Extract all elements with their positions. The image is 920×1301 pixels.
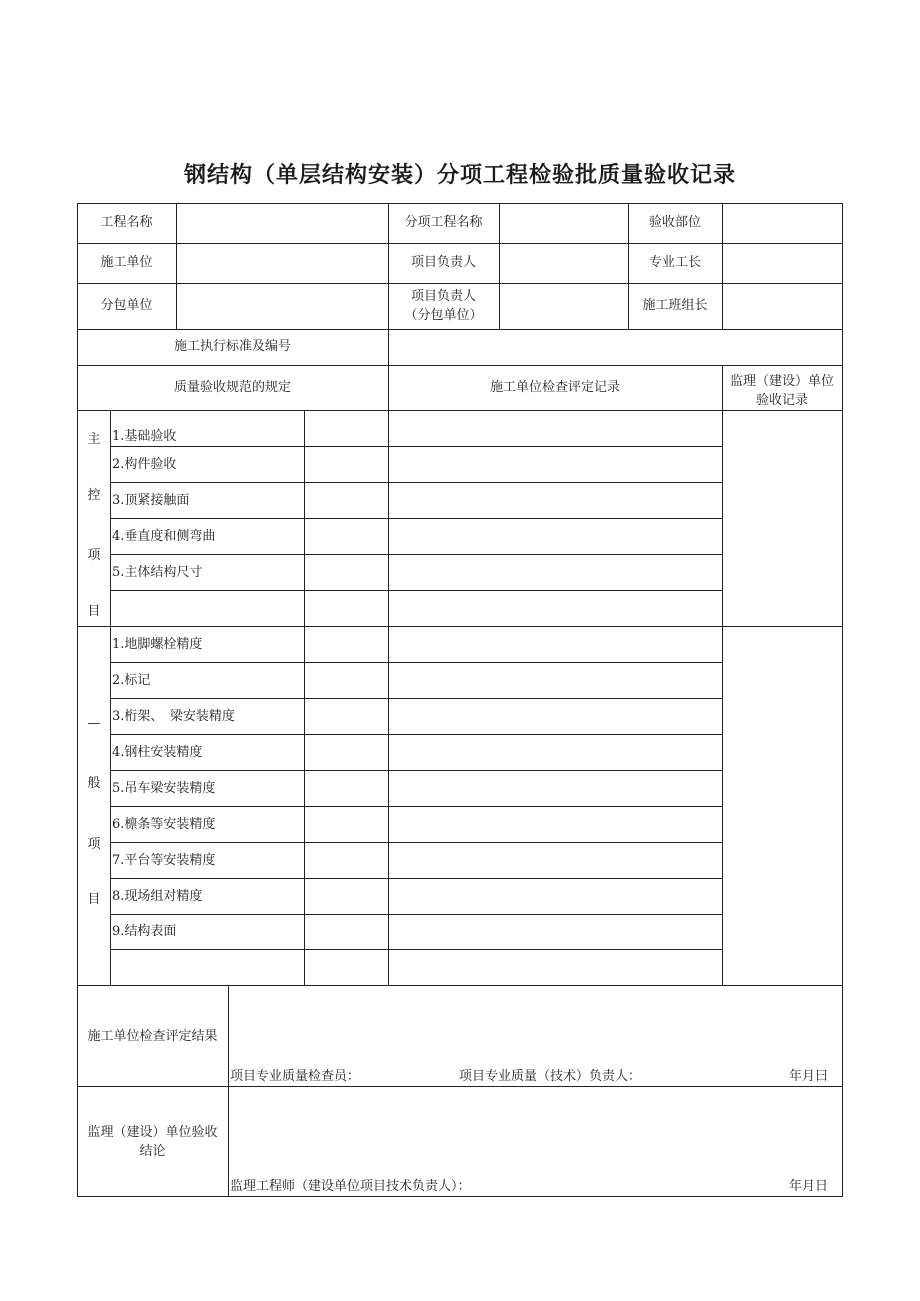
main-control-item: 2.构件验收 (112, 457, 177, 472)
general-label-char: 项 (87, 837, 101, 852)
check-record-column-label: 施工单位检查评定记录 (489, 380, 620, 395)
spec-column-label: 质量验收规范的规定 (173, 380, 291, 395)
construction-result-date: 年月曰 (789, 1069, 829, 1084)
tech-manager-label: 项目专业质量（技术）负责人： (459, 1069, 642, 1084)
project-manager-label: 项目负责人 (410, 255, 476, 270)
page-title: 钢结构（单层结构安装）分项工程检验批质量验收记录 (183, 163, 736, 188)
acceptance-part-label: 验收部位 (648, 215, 701, 230)
standard-label: 施工执行标准及编号 (173, 339, 291, 354)
construction-result-label: 施工单位检查评定结果 (87, 1029, 218, 1044)
main-control-item: 3.顶紧接触面 (112, 493, 190, 508)
sub-manager-label-line1: 项目负责人 (410, 289, 476, 304)
foreman-label: 专业工长 (648, 255, 701, 270)
construction-unit-label: 施工单位 (100, 255, 153, 270)
general-item: 9.结构表面 (112, 924, 177, 939)
supervision-column-label-line1: 监理（建设）单位 (729, 374, 834, 389)
general-item: 3.桁架、 梁安装精度 (112, 709, 235, 724)
supervision-conclusion-label-line1: 监理（建设）单位验收 (87, 1125, 218, 1140)
main-control-label-char: 主 (87, 432, 101, 447)
general-item: 7.平台等安装精度 (112, 853, 216, 868)
main-control-item: 4.垂直度和侧弯曲 (112, 529, 216, 544)
main-control-label-char: 项 (87, 548, 101, 563)
main-control-item: 5.主体结构尺寸 (112, 565, 203, 580)
main-control-label-char: 控 (87, 488, 101, 503)
general-item: 8.现场组对精度 (112, 889, 203, 904)
general-label-char: 般 (87, 776, 101, 791)
team-leader-label: 施工班组长 (642, 298, 708, 313)
general-item: 2.标记 (112, 673, 151, 688)
project-name-label: 工程名称 (100, 215, 153, 230)
subitem-name-label: 分项工程名称 (404, 215, 483, 230)
supervising-engineer-label: 监理工程师（建设单位项目技术负责人）： (230, 1179, 471, 1194)
general-item: 4.钢柱安装精度 (112, 745, 203, 760)
supervision-conclusion-date: 年月日 (789, 1179, 829, 1194)
general-item: 1.地脚螺栓精度 (112, 637, 203, 652)
quality-inspector-label: 项目专业质量检查员： (230, 1069, 361, 1084)
supervision-conclusion-label-line2: 结论 (139, 1144, 166, 1159)
sub-manager-label-line2: （分包单位） (404, 308, 483, 323)
main-control-label-char: 目 (87, 604, 101, 619)
general-item: 5.吊车梁安装精度 (112, 781, 216, 796)
supervision-column-label-line2: 验收记录 (755, 393, 808, 408)
general-label-char: — (87, 716, 101, 731)
general-label-char: 目 (87, 892, 101, 907)
general-item: 6.檩条等安装精度 (112, 817, 216, 832)
main-control-item: 1.基础验收 (112, 429, 177, 444)
subcontractor-label: 分包单位 (100, 298, 153, 313)
